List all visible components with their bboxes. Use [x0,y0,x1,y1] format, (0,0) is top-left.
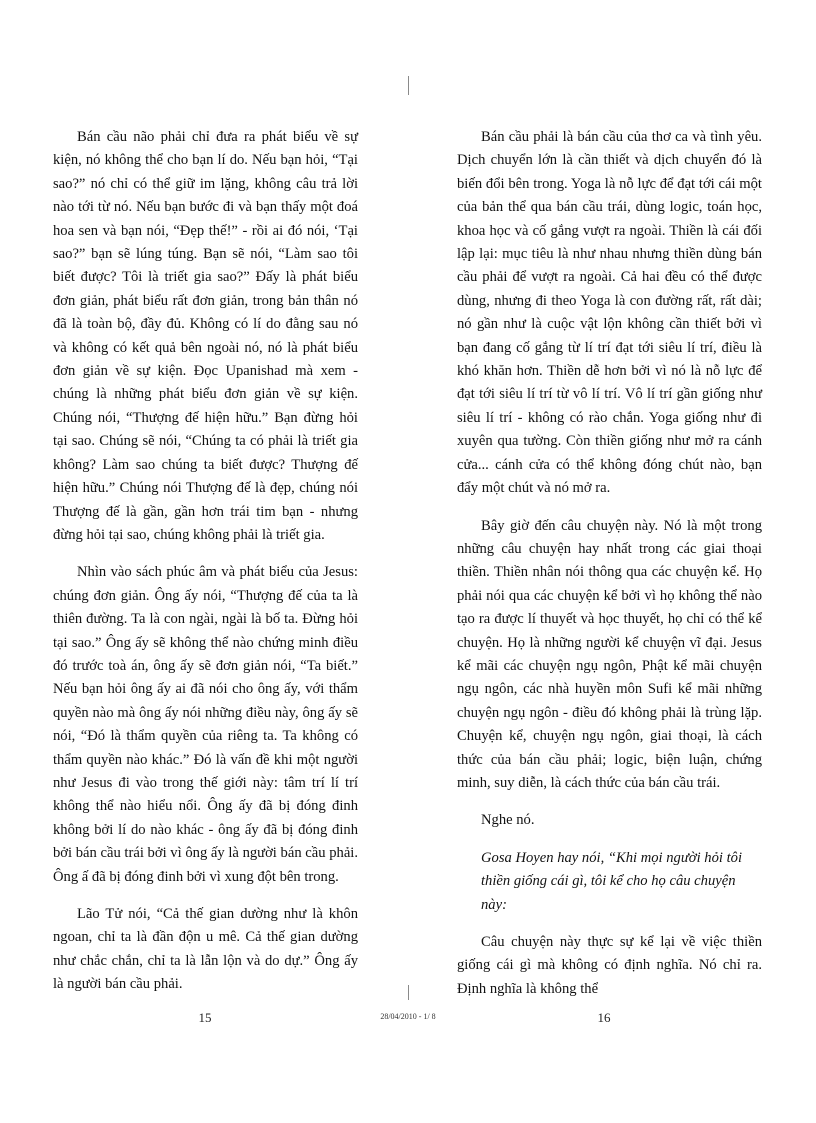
page-number-left: 15 [198,1010,212,1025]
left-page-column [53,126,358,1011]
print-date-footer: 28/04/2010 - 1/ 8 [380,1012,436,1021]
right-paragraph-2: Bây giờ đến câu chuyện này. Nó là một trong những câu chuyện hay nhất trong các giai thoại thiền. Thiền nhân nói thông qua các chuyện kể. Họ phải nói qua các chuyện kể bởi vì họ không thể nào tạo ra được lí thuyết và học thuyết, họ chỉ có thể kể chuyện. Họ là những người kể chuyện vĩ đại. Jesus kể mãi các chuyện ngụ ngôn, Phật kể mãi chuyện ngụ ngôn, các nhà huyền môn Sufi kể mãi những chuyện ngụ ngôn - điều đó không phải là trùng lặp. Chuyện kể, chuyện ngụ ngôn, giai thoại, là cách thức của bán cầu phải; logic, biện luận, chứng minh, suy diễn, là cách thức của bán cầu trái. [457,517,762,791]
left-paragraph-1: Bán cầu não phải chỉ đưa ra phát biểu về sự kiện, nó không thể cho bạn lí do. Nếu bạn hỏi, “Tại sao?” nó chỉ có thể giữ im lặng, không câu trả lời nào tới từ nó. Nếu bạn bước đi và bạn thấy một đoá hoa sen và bạn nói, “Đẹp thế!” - rồi ai đó nói, ‘Tại sao?” bạn sẽ lúng túng. Bạn sẽ nói, “Làm sao tôi biết được? Tôi là triết gia sao?” Đấy là phát biểu đơn giản, phát biểu rất đơn giản, trong bản thân nó đã là toàn bộ, đầy đủ. Không có lí do đằng sau nó và không có kết quả bên ngoài nó, nó là phát biểu đơn giản về sự kiện. Đọc Upanishad mà xem - chúng là những phát biểu đơn giản về sự kiện. Chúng nói, “Thượng đế hiện hữu.” Bạn đừng hỏi tại sao. Chúng sẽ nói, “Chúng ta có phải là triết gia không? Làm sao chúng ta biết được? Thượng đế hiện hữu.” Chúng nói Thượng đế là đẹp, chúng nói Thượng đế là gần, gần hơn trái tim bạn - nhưng đừng hỏi tại sao, chúng không phải là triết gia. [53,129,358,543]
right-paragraph-3: Nghe nó. [481,812,535,829]
fold-mark-top [408,76,409,95]
fold-mark-bottom [408,985,409,1000]
right-paragraph-1: Bán cầu phải là bán cầu của thơ ca và tình yêu. Dịch chuyển lớn là cần thiết và dịch chuyển đó là biến đổi bên trong. Yoga là nỗ lực để đạt tới cái một của bản thể qua bán cầu trái, dùng logic, toán học, khoa học và cố gắng vượt ra ngoài. Thiền là cái đối lập lại: mục tiêu là như nhau nhưng thiền dùng bán cầu phải để vượt ra ngoài. Cả hai đều có thể được dùng, nhưng đi theo Yoga là con đường rất, rất dài; nó gần như là cuộc vật lộn không cần thiết bởi vì bạn đang cố gắng từ lí trí đạt tới siêu lí trí, điều là khó khăn hơn. Thiền dễ hơn bởi vì nó là nỗ lực để đạt tới siêu lí trí từ vô lí trí. Vô lí trí gần giống như siêu lí trí - không có rào chắn. Yoga giống như đi xuyên qua tường. Còn thiền giống như mở ra cánh cửa... cánh cửa có thể không đóng chút nào, bạn đẩy một chút và nó mở ra. [457,129,762,497]
right-paragraph-closing: Câu chuyện này thực sự kể lại về việc thiền giống cái gì mà không có định nghĩa. Nó chỉ ra. Định nghĩa là không thể [457,934,762,997]
page-number-right: 16 [597,1010,611,1025]
left-paragraph-3: Lão Tử nói, “Cả thế gian dường như là khôn ngoan, chỉ ta là đần độn u mê. Cả thế gian dường như chắc chắn, chỉ ta là lẫn lộn và do dự.” Ông ấy là người bán cầu phải. [53,906,358,993]
story-quote: Gosa Hoyen hay nói, “Khi mọi người hỏi tôi thiền giống cái gì, tôi kể cho họ câu chuyện này: [481,849,742,913]
right-page-column [457,126,762,1015]
left-paragraph-2: Nhìn vào sách phúc âm và phát biểu của Jesus: chúng đơn giản. Ông ấy nói, “Thượng đế của ta là thiên đường. Ta là con ngài, ngài là bố ta. Đừng hỏi tại sao.” Ông ấy sẽ không thể nào chứng minh điều đó trước toà án, ông ấy sẽ đơn giản nói, “Ta biết.” Nếu bạn hỏi ông ấy ai đã nói cho ông ấy, với thẩm quyền nào mà ông ấy nói những điều này, ông ấy sẽ nói, “Đó là thẩm quyền của riêng ta. Ta không có thẩm quyền nào khác.” Đó là vấn đề khi một người như Jesus đi vào trong thế giới này: tâm trí lí trí không thể nào hiểu nổi. Ông ấy đã bị đóng đinh không bởi lí do nào khác - ông ấy đã bị đóng đinh bởi bán cầu trái bởi vì ông ấy là người bán cầu phải. Ông ấ đã bị đóng đinh bởi vì xung đột bên trong. [53,564,358,885]
